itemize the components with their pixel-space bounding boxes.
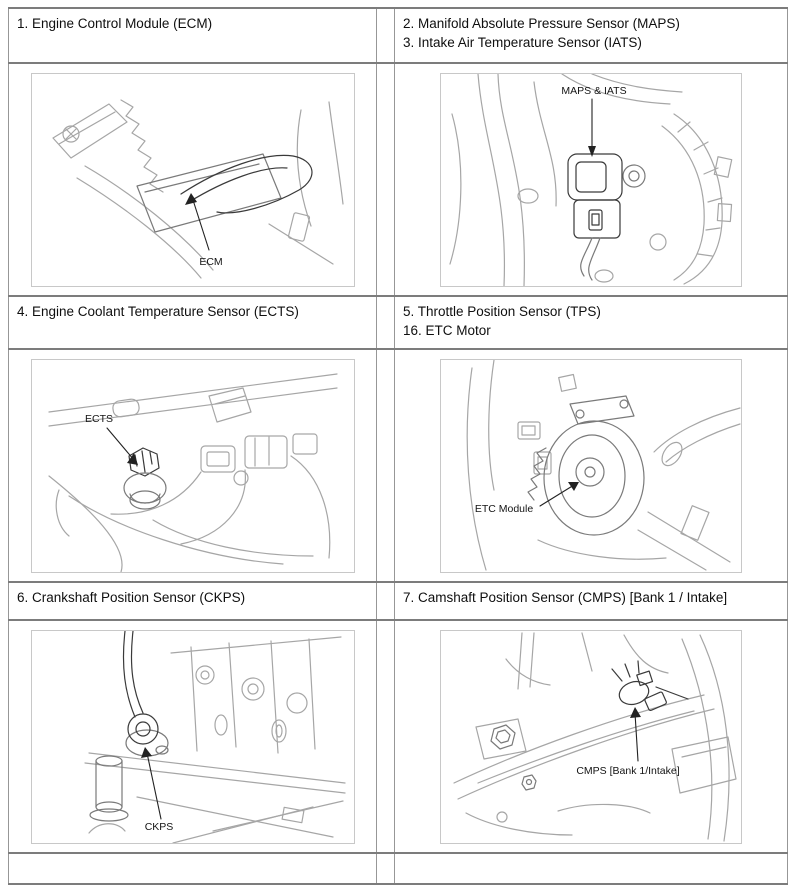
column-gap — [377, 582, 395, 620]
leader-line — [635, 713, 638, 761]
figure-ects-illustration — [32, 360, 354, 572]
column-gap — [377, 853, 395, 884]
title-line: 3. Intake Air Temperature Sensor (IATS) — [403, 35, 642, 50]
callout-label-etc-module: ETC Module — [474, 502, 534, 515]
header-row-3 — [9, 582, 788, 620]
figure-maps-iats-illustration — [441, 74, 741, 286]
leader-line — [147, 753, 161, 819]
cell-figure-ecm — [9, 63, 377, 296]
cell-partial — [395, 853, 788, 884]
callout-label-maps-iats: MAPS & IATS — [561, 84, 627, 97]
figure-etc-illustration — [441, 360, 741, 572]
column-gap — [377, 349, 395, 582]
cell-title-maps-iats — [395, 8, 788, 63]
cell-figure-cmps — [395, 620, 788, 853]
figure-frame-tps-etc — [440, 359, 742, 573]
figure-frame-ects — [31, 359, 355, 573]
cell-figure-tps-etc — [395, 349, 788, 582]
callout-label-ects: ECTS — [84, 412, 113, 425]
figure-ecm-illustration — [32, 74, 354, 286]
cell-figure-ckps — [9, 620, 377, 853]
arrowhead — [185, 193, 197, 205]
title-line: 4. Engine Coolant Temperature Sensor (ECTS) — [17, 304, 299, 319]
title-line: 16. ETC Motor — [403, 323, 491, 338]
cell-figure-maps-iats — [395, 63, 788, 296]
cell-title-ecm — [9, 8, 377, 63]
column-gap — [377, 296, 395, 349]
leader-line — [193, 200, 209, 250]
arrowhead — [127, 453, 138, 465]
arrowhead — [588, 146, 596, 157]
cell-title-ckps — [9, 582, 377, 620]
figure-frame-ckps — [31, 630, 355, 844]
callout-label-ckps: CKPS — [144, 820, 173, 833]
cell-partial — [9, 853, 377, 884]
figure-frame-ecm — [31, 73, 355, 287]
cell-figure-ects — [9, 349, 377, 582]
leader-line — [107, 428, 134, 460]
callout-label-cmps: CMPS [Bank 1/Intake] — [576, 764, 680, 777]
column-gap — [377, 8, 395, 63]
sensor-location-table — [8, 7, 788, 885]
arrowhead — [568, 482, 579, 491]
title-line: 7. Camshaft Position Sensor (CMPS) [Bank 1 / Intake] — [403, 590, 728, 605]
figure-frame-cmps — [440, 630, 742, 844]
cell-title-cmps — [395, 582, 788, 620]
figure-ckps-illustration — [32, 631, 354, 843]
figure-row-1 — [9, 63, 788, 296]
title-line: 1. Engine Control Module (ECM) — [17, 16, 213, 31]
header-row-2 — [9, 296, 788, 349]
title-line: 6. Crankshaft Position Sensor (CKPS) — [17, 590, 246, 605]
column-gap — [377, 63, 395, 296]
cell-title-tps-etc — [395, 296, 788, 349]
column-gap — [377, 620, 395, 853]
figure-cmps-illustration — [441, 631, 741, 843]
figure-frame-maps-iats — [440, 73, 742, 287]
title-line: 5. Throttle Position Sensor (TPS) — [403, 304, 601, 319]
figure-row-2 — [9, 349, 788, 582]
cell-title-ects — [9, 296, 377, 349]
title-line: 2. Manifold Absolute Pressure Sensor (MAPS) — [403, 16, 680, 31]
header-row-4-partial — [9, 853, 788, 884]
header-row-1 — [9, 8, 788, 63]
callout-label-ecm: ECM — [198, 255, 223, 268]
figure-row-3 — [9, 620, 788, 853]
